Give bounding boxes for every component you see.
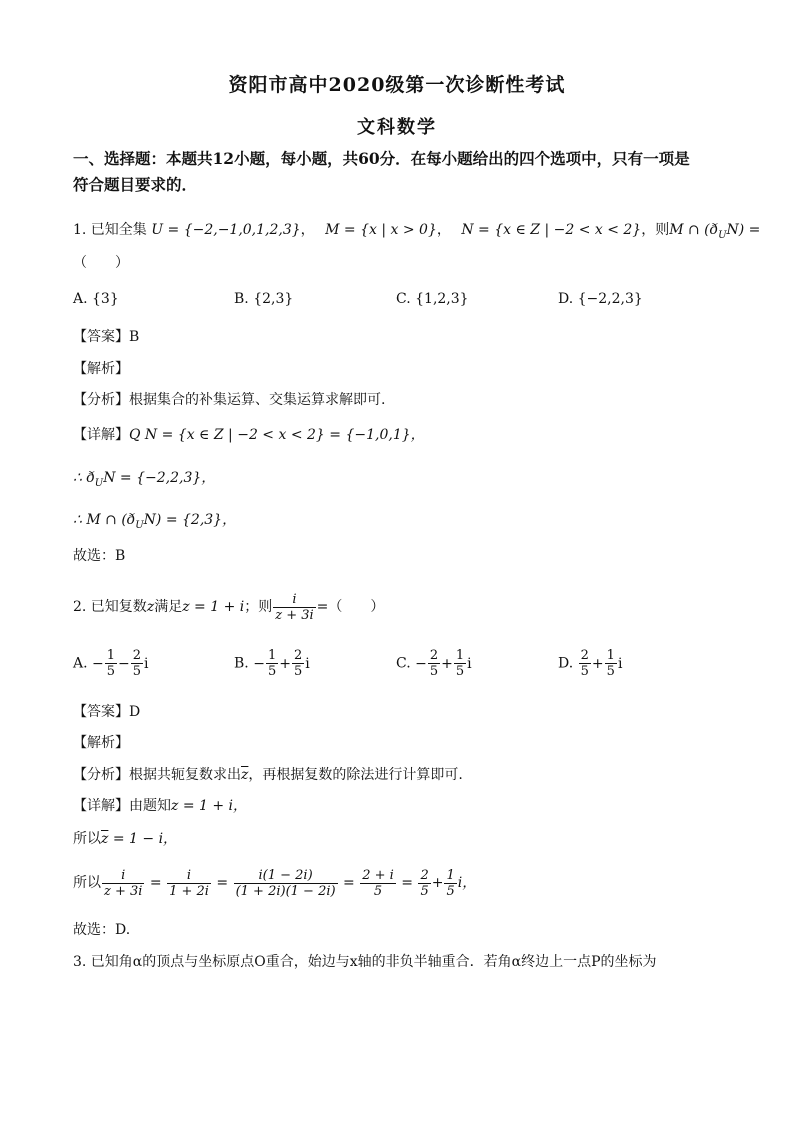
q2-analysis-head: 【解析】: [73, 735, 129, 751]
q2-detail-2: 所以$\overline{z} = 1 - i$，: [73, 831, 178, 847]
q2-option-a: A. − $\frac{1}{5}$ − $\frac{2}{5}$ i: [73, 648, 149, 679]
q2-option-b: B. − $\frac{1}{5}$ + $\frac{2}{5}$ i: [234, 648, 310, 679]
q2-analysis: 【分析】根据共轭复数求出$\overline{z}$，再根据复数的除法进行计算即可.: [73, 767, 463, 783]
q1-blank: （ ）: [73, 255, 129, 271]
exam-title: 资阳市高中2020级第一次诊断性考试: [228, 74, 566, 96]
section-line-1: 一、选择题：本题共12小题，每小题，共60分．在每小题给出的四个选项中，只有一项是: [73, 149, 690, 168]
q2-detail-1: 【详解】由题知z = 1 + i，: [73, 798, 248, 814]
q1-ask: ，则: [641, 222, 670, 238]
q3-stem: 3. 已知角α的顶点与坐标原点O重合，始边与x轴的非负半轴重合．若角α终边上一点P的坐标为: [73, 954, 657, 970]
q2-stem: 2. 已知复数z满足z = 1 + i；则 $\frac{i}{z + 3i}$ =（ ）: [73, 591, 385, 623]
q1-detail-1: 【详解】Q N = {x ∈ Z | −2 < x < 2} = {−1,0,1}，: [73, 427, 425, 443]
exam-subject: 文科数学: [357, 117, 437, 138]
q2-conclusion: 故选：D.: [73, 922, 131, 938]
q2-fraction: $\frac{i}{z + 3i}$: [275, 591, 314, 623]
q1-option-a: A. {3}: [73, 291, 119, 307]
q1-option-b: B. {2,3}: [234, 291, 294, 307]
q1-set-m: M = {x | x > 0}: [325, 222, 437, 238]
q1-set-u: U = {−2,−1,0,1,2,3}: [151, 222, 301, 238]
q1-prefix: 1. 已知全集: [73, 222, 147, 238]
q1-set-n: N = {x ∈ Z | −2 < x < 2}: [461, 222, 642, 238]
q2-option-c: C. − $\frac{2}{5}$ + $\frac{1}{5}$ i: [396, 648, 472, 679]
q1-analysis: 【分析】根据集合的补集运算、交集运算求解即可.: [73, 392, 386, 408]
q1-stem: 1. 已知全集 U = {−2,−1,0,1,2,3}， M = {x | x > 0}， N = {x ∈ Z | −2 < x < 2}，则M ∩ $(ð_UN)$ =: [73, 222, 761, 241]
q2-option-d: D. $\frac{2}{5}$ + $\frac{1}{5}$ i: [558, 648, 623, 679]
q1-option-d: D. {−2,2,3}: [558, 291, 643, 307]
q2-detail-3: 所以 $\frac{i}{z + 3i}$ = $\frac{i}{1 + 2i}$ = $\frac{i(1 - 2i)}{(1 + 2i)(1 - 2i)}$ = $\frac{2 + i}{5}$ = $\frac{2}{5}$ + $\frac{1}{5}$ i，: [73, 867, 477, 899]
q1-answer: 【答案】B: [73, 329, 140, 345]
q1-option-c: C. {1,2,3}: [396, 291, 469, 307]
q1-detail-3: ∴ M ∩ $(ð_UN) = \{2,3\}$，: [73, 512, 237, 531]
q2-answer: 【答案】D: [73, 704, 141, 720]
q1-expression: M ∩ $(ð_UN)$ =: [669, 222, 761, 241]
q1-detail-2: ∴ $ð_UN = \{-2,2,3\}$，: [73, 470, 216, 489]
section-line-2: 符合题目要求的．: [73, 175, 198, 194]
section-instructions: [73, 146, 733, 198]
q1-analysis-head: 【解析】: [73, 361, 129, 377]
q1-conclusion: 故选：B: [73, 548, 126, 564]
